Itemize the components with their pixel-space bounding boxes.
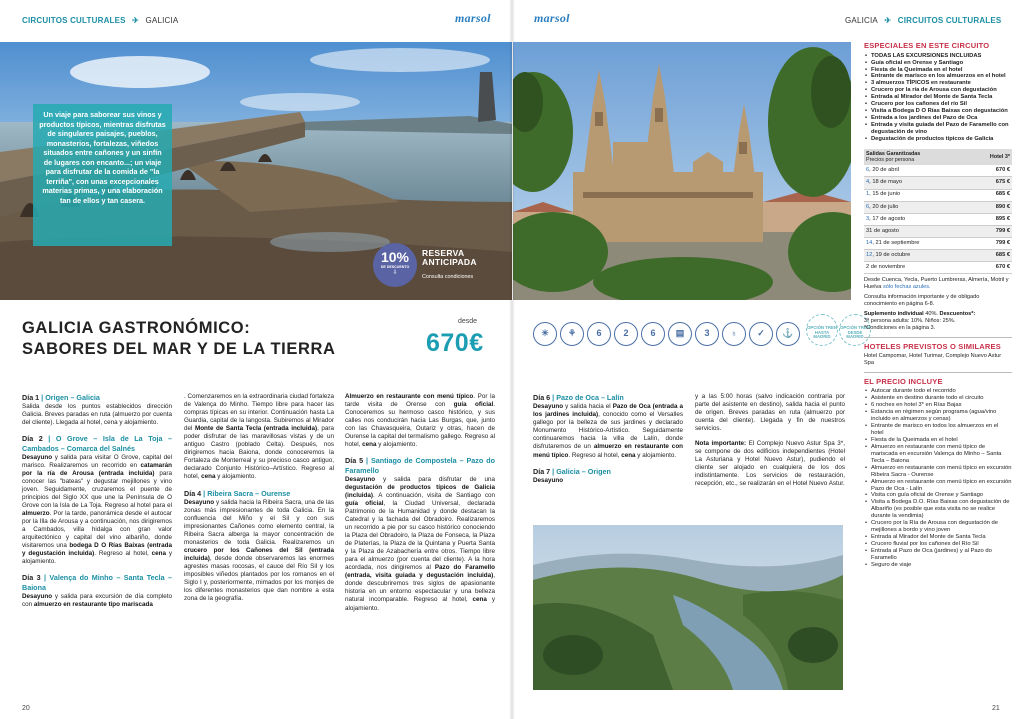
promo-title [422, 249, 477, 267]
table-row: 12, 19 de octubre 685 € [864, 249, 1012, 261]
bird-icon: ✈ [884, 16, 892, 25]
list-item: • Visita con guía oficial de Orense y Santiago [864, 492, 1012, 499]
right-region: GALICIA [845, 16, 878, 25]
list-item: • TODAS LAS EXCURSIONES INCLUIDAS [864, 53, 1012, 60]
cathedral-photo [513, 42, 851, 300]
list-item: • Entrada al Mirador del Monte de Santa Tecla [864, 94, 1012, 101]
list-item: • Asistente en destino durante todo el circuito [864, 395, 1012, 402]
page-number-right: 21 [992, 705, 1000, 713]
intro-box: Un viaje para saborear sus vinos y productos típicos, mientras disfrutas de singulares paisajes, pueblos, monasterios, fortalezas, viñedos situados entre cañones y un sinfín de lugares con encanto...; un viaje para disfrutar de la comida de "la terriña", con unas excepcionales materias primas, y una elaboración tan de ellos y tan casera. [33, 104, 172, 246]
table-row: 6, 20 de abril 670 € [864, 165, 1012, 177]
list-item: • Degustación de productos típicos de Galicia [864, 136, 1012, 143]
departures-table [864, 149, 1012, 274]
right-breadcrumb [845, 16, 1001, 26]
table-header-dates: Salidas Garantizadas Precios por persona [864, 149, 969, 165]
promo-badge[interactable] [373, 243, 512, 289]
list-item: • Estancia en régimen según programa (agua/vino incluido en almuerzos y cenas) [864, 409, 1012, 423]
list-item: • 6 noches en hotel 3* en Rías Bajas [864, 402, 1012, 409]
page-title [22, 318, 336, 361]
left-header [0, 0, 512, 40]
promo-note: Consulta condiciones [422, 274, 474, 280]
list-item: • Seguro de viaje [864, 562, 1012, 569]
day-2: Día 2 | O Grove – Isla de La Toja – Cambados – Comarca del Salnés Desayuno y salida para visitar O Grove, capital del marisco. Realizaremos un recorrido en catamarán por la ría de Arousa (entrada incluida) para conocer las "bateas" y degustar mejillones y vino joven. Seguidamente, cruzaremos el puente de principios del Siglo XX que une la Península de O Grove con la Isla de La Toja. Regreso al hotel para el almuerzo. Por la tarde, panorámica desde el autocar por la Illa de Arousa y a continuación, nos dirigiremos a Cambados, villa hidalga con gran valor arquitectónico y capital del vino albariño, donde visitaremos una bodega D O Rías Baixas (entrada y degustación incluida). Regreso al hotel, cena y alojamiento. [22, 434, 173, 566]
list-item: • Almuerzo en restaurante con menú típico en excursión Ribeira Sacra - Ourense [864, 465, 1012, 479]
right-page [512, 0, 1024, 719]
day-7: Día 7 | Galicia – Origen Desayuno [533, 467, 683, 485]
list-item: • Visita a Bodega D.O. Rías Baixas con degustación de Albariño (es posible que esta visita no se realice durante la vendimia) [864, 499, 1012, 520]
hoteles-title: HOTELES PREVISTOS O SIMILARES [864, 341, 1001, 351]
day-3-cont: . Comenzaremos en la extraordinaria ciudad fortaleza de Valença do Minho. Tiempo libre para hacer las compras típicas en su interior. Continuación hasta La Guardia, capital de la langosta. Subiremos al Mirador del Monte de Santa Tecla (entrada incluida), para poder disfrutar de las maravillosas vistas y de un antiguo Castro (poblado Celta). Después, nos dirigiremos hacia Baiona, donde conoceremos la Fortaleza de Monterreal y su precioso casco antiguo, declarado Conjunto Histórico–Artístico. Regreso al hotel, cena y alojamiento. [184, 393, 334, 481]
table-row: 1, 15 de junio 685 € [864, 189, 1012, 201]
day-7-title: Día 7 | Galicia – Origen [533, 466, 611, 476]
itinerary-col-2 [184, 393, 334, 610]
table-row: 3, 17 de agosto 895 € [864, 213, 1012, 225]
list-item: • Almuerzo en restaurante con menú típico en excursión Pazo de Oca - Lalín [864, 479, 1012, 493]
list-item: • Entrada al Mirador del Monte de Santa Tecla [864, 534, 1012, 541]
day-5-title: Día 5 | Santiago de Compostela – Pazo do Faramello [345, 456, 495, 475]
day-5: Día 5 | Santiago de Compostela – Pazo do Faramello Desayuno y salida para disfrutar de una degustación de productos típicos de Galicia (incluida). A continuación, visita de Santiago con guía oficial, la Ciudad Universal, declarada Patrimonio de la Humanidad y donde destacan la Catedral y la fachada del Obradoiro. Realizaremos un recorrido a pie por su casco histórico conociendo la Plaza del Obradoiro, la Plaza de Fonseca, la Plaza de Platerías, la Plaza de la Quintana y Puerta Santa y la Plaza de Azabachería entre otros. Tiempo libre para el almuerzo (por cuenta del cliente). A la hora acordada, nos dirigiremos al Pazo do Faramello (entrada, visita guiada y degustación incluida), donde descubriremos tres siglos de apasionante historia en un entorno espectacular y una belleza natural incomparable. Regreso al hotel, cena y alojamiento. [345, 456, 495, 612]
discount-percent: 10% [380, 249, 410, 265]
list-item: • Fiesta de la Queimada en el hotel [864, 67, 1012, 74]
day-4-title: Día 4 | Ribeira Sacra – Ourense [184, 488, 291, 498]
divider [864, 372, 1012, 373]
gutter [509, 0, 515, 719]
promo-title-line2: ANTICIPADA [422, 256, 477, 267]
important-note: Nota importante: El Complejo Nuevo Astur Spa 3*, se compone de dos edificios independientes (Hotel La Asturiana y Hotel Nuevo Astur), pudiendo el cliente ser alojado en cualquiera de los dos indistintamente. Los servicios de restauración, recepción, etc., se realizarán en el Hotel Nuevo Astur. [695, 440, 845, 488]
page-number-left: 20 [22, 705, 30, 713]
two-icon: 2 [614, 322, 638, 346]
especiales-list [864, 53, 1012, 143]
title-line1: GALICIA GASTRONÓMICO: [22, 319, 251, 337]
day-4: Día 4 | Ribeira Sacra – Ourense Desayuno y salida hacia la Ribeira Sacra, una de las zonas más impresionantes de toda Galicia. En la confluencia del Miño y el Sil y con sus impresionantes Cañones como elemento central, la Ribeira Sacra alberga la mayor concentración de monasterios de toda Galicia. Realizaremos un crucero por los Cañones del Sil (entrada incluida), desde donde observaremos las enormes agrestes masas rocosas, el cauce del Río Sil y los imposibles viñedos plantados por los romanos en el Siglo I y, posteriormente, mimados por los monjes de los diferentes monasterios que dan nombre a esta zona de la geografía. [184, 488, 334, 603]
list-item: • Fiesta de la Queimada en el hotel [864, 437, 1012, 444]
hoteles-text: Hotel Campomar, Hotel Turimar, Complejo Nuevo Astur Spa [864, 353, 1002, 366]
day-3-title: Día 3 | Valença do Minho – Santa Tecla – Baiona [22, 573, 172, 592]
day-2-title: Día 2 | O Grove – Isla de La Toja – Cambados – Comarca del Salnés [22, 434, 173, 453]
three-icon: 3 [695, 322, 719, 346]
table-row: 14, 21 de septiembre 799 € [864, 237, 1012, 249]
list-item: • Visita a Bodega D O Rías Baixas con degustación [864, 108, 1012, 115]
river-canyon-photo [533, 525, 843, 690]
list-item: • Entrada al Pazo de Oca (jardines) y al Pazo do Faramello [864, 548, 1012, 562]
table-row: 6, 20 de julio 890 € [864, 201, 1012, 213]
price-label: desde [458, 318, 478, 325]
origin-note: Desde Cuenca, Yecla, Puerto Lumbreras, Almería, Motril y Huelva sólo fechas azules. [864, 277, 1009, 290]
table-header-hotel: Hotel 3* [969, 149, 1012, 165]
info-sidebar [864, 41, 1012, 713]
list-item: • Crucero por la ría de Arousa con degustación [864, 87, 1012, 94]
list-item: • Entrante de marisco en los almuerzos en el hotel [864, 73, 1012, 80]
day-3: Día 3 | Valença do Minho – Santa Tecla – Baiona Desayuno y salida para excursión de día completo con almuerzo en restaurante tipo mariscada [22, 573, 172, 608]
wine-icon: ♁ [722, 322, 746, 346]
list-item: • Entrada y visita guiada del Pazo de Faramello con degustación de vino [864, 122, 1012, 136]
list-item: • Autocar durante todo el recorrido [864, 388, 1012, 395]
brand-logo-right: marsol [534, 11, 570, 25]
left-breadcrumb [22, 16, 178, 26]
title-line2: SABORES DEL MAR Y DE LA TIERRA [22, 340, 336, 359]
table-row: 2 de noviembre 670 € [864, 262, 1012, 274]
brand-logo-left: marsol [455, 11, 491, 25]
precio-title: EL PRECIO INCLUYE [864, 376, 943, 386]
itinerary-col-1 [22, 393, 172, 616]
itinerary-col-5 [695, 393, 845, 496]
list-item: • Crucero por los cañones del río Sil [864, 101, 1012, 108]
six-nights-icon: 6 [641, 322, 665, 346]
sun-icon: ☀ [533, 322, 557, 346]
feature-icons [533, 322, 870, 352]
right-section: CIRCUITOS CULTURALES [897, 16, 1002, 25]
list-item: • Entrada a los jardines del Pazo de Oca [864, 115, 1012, 122]
table-header-row [864, 149, 1012, 165]
itinerary-col-3 [345, 393, 495, 620]
incluye-list [864, 388, 1012, 569]
day-6: Día 6 | Pazo de Oca – Lalín Desayuno y salida hacia el Pazo de Oca (entrada a los jardines incluida), conocido como el Versalles gallego por la belleza de sus jardines y declarado Monumento Histórico-Artístico. Seguidamente continuaremos hacia la villa de Lalín, donde disfrutaremos de un almuerzo en restaurante con menú típico. Regreso al hotel, cena y alojamiento. [533, 393, 684, 459]
list-item: • Guía oficial en Orense y Santiago [864, 60, 1012, 67]
discount-circle [373, 243, 417, 287]
day-4-cont: Almuerzo en restaurante con menú típico. Por la tarde visita de Orense con guía oficial. Conoceremos su hermoso casco histórico, y sus calles nos conducirán hacia Las Burgas, que, junto con las Chavasqueira, Outariz y otras, hacen de Ourense la capital del termalismo gallego. Regreso al hotel, cena y alojamiento. [345, 393, 495, 449]
promo-title-line1: RESERVA [422, 248, 465, 258]
divider [864, 337, 1012, 338]
itinerary-col-4 [533, 393, 683, 492]
info-note: Consulta información importante y de obligado conocimiento en página 6-8. [864, 293, 980, 307]
supplement-note: Suplemento individual 40%. Descuentos*: 3ª persona adulta: 10%. Niños: 25%. *Condiciones en la página 3. [864, 311, 976, 331]
day-1-title: Día 1 | Origen – Galicia [22, 393, 100, 402]
especiales-title: ESPECIALES EN ESTE CIRCUITO [864, 41, 990, 50]
ship-icon: ⚓ [776, 322, 800, 346]
down-arrow-icon: ⇩ [392, 269, 398, 276]
list-item: • Crucero fluvial por los cañones del Río Sil [864, 541, 1012, 548]
discount-sub: DE DESCUENTO [380, 265, 410, 269]
train-to-madrid-stamp: OPCIÓN TREN HASTA MADRID [806, 314, 838, 346]
list-item: • Entrante de marisco en todos los almuerzos en el hotel [864, 423, 1012, 437]
table-row: 4, 18 de mayo 675 € [864, 177, 1012, 189]
right-header [512, 0, 1024, 40]
price-value: 670€ [426, 329, 484, 357]
day-6-title: Día 6 | Pazo de Oca – Lalín [533, 393, 624, 402]
day-7-cont: y a las 5:00 horas (salvo indicación contraria por parte del asistente en destino), salida hacia el punto de origen. Breves paradas en ruta (almuerzo por cuenta del cliente). Llegada y fin de nuestros servicios. [695, 393, 845, 433]
train-from-madrid-stamp: OPCIÓN TREN DESDE MADRID [839, 314, 871, 346]
bus-icon: ▤ [668, 322, 692, 346]
shield-icon: ✓ [749, 322, 773, 346]
day-1: Día 1 | Origen – Galicia Salida desde los puntos establecidos dirección Galicia. Breves paradas en ruta (almuerzo por cuenta del cliente). Llegada al hotel, cena y alojamiento. [22, 393, 172, 427]
left-region: GALICIA [145, 16, 179, 25]
list-item: • 3 almuerzos TÍPICOS en restaurante [864, 80, 1012, 87]
list-item: • Almuerzo en restaurante con menú típico de mariscada en excursión Valença do Minho – Santa Tecla – Baiona [864, 444, 1012, 465]
left-section: CIRCUITOS CULTURALES [22, 16, 126, 25]
six-days-icon: 6 [587, 322, 611, 346]
list-item: • Crucero por la Ría de Arousa con degustación de mejillones a bordo y vino joven [864, 520, 1012, 534]
bird-icon: ✈ [132, 16, 140, 25]
fork-icon: ⚘ [560, 322, 584, 346]
table-row: 31 de agosto 799 € [864, 225, 1012, 237]
